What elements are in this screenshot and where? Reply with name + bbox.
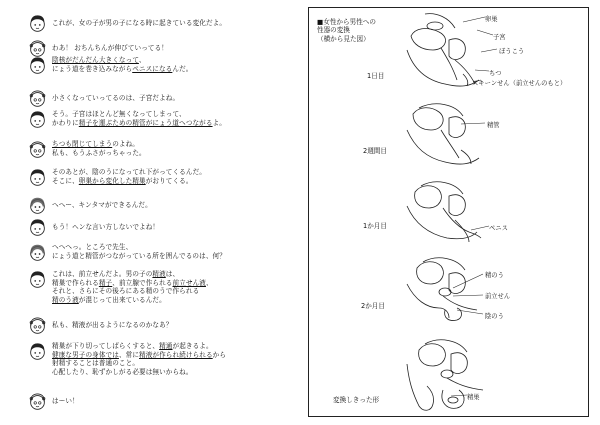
panel-title xyxy=(317,18,376,43)
text-segment: へへー、キンタマができるんだ。 xyxy=(52,201,152,209)
text-segment: 、 xyxy=(205,278,213,287)
girl-face-icon xyxy=(28,140,47,159)
label-ovary: 卵巣 xyxy=(485,16,498,23)
text-segment: それと、さらにその後ろにある精のうで作られる xyxy=(52,287,200,296)
text-segment: にょう道と精管がつながっている所を囲んでるのは、何？ xyxy=(52,251,226,260)
stage-2-diagram xyxy=(405,96,487,168)
stage-label-day1: 1日目 xyxy=(367,72,385,80)
text-segment: は、 xyxy=(165,270,180,278)
girl-face-icon xyxy=(28,316,47,335)
dialogue-line xyxy=(52,351,226,360)
stage-label-month1: 1か月目 xyxy=(363,222,387,230)
teacher-face-icon xyxy=(28,270,47,289)
label-penis: ペニス xyxy=(489,225,508,232)
dialogue-line xyxy=(52,65,192,74)
text-segment: が混じって出来ているんだ。 xyxy=(78,295,166,304)
text-segment: もう！ヘンな言い方しないでよね！ xyxy=(52,223,160,231)
underlined-text: 健康な男子の身体では xyxy=(52,350,119,359)
label-bladder: ぼうこう xyxy=(499,48,525,55)
dialogue-line xyxy=(52,44,168,53)
text-segment: 私も、精液が出るようになるのかなあ？ xyxy=(52,321,173,329)
dialogue-line xyxy=(52,110,186,119)
underlined-text: 卵巣から変化した精巣 xyxy=(78,176,146,185)
girl-face-icon xyxy=(28,243,47,262)
text-segment: かわりに xyxy=(52,118,79,127)
dialogue-line xyxy=(52,397,79,406)
text-segment: そう。子宮はほとんど無くなってしまって、 xyxy=(52,110,186,118)
dialogue-line xyxy=(52,296,166,305)
dialogue-line xyxy=(52,19,226,28)
dialogue-line xyxy=(52,342,213,351)
teacher-face-icon xyxy=(28,56,47,75)
label-testis: 精巣 xyxy=(467,394,480,401)
text-segment: 心配したり、恥ずかしがる必要は無いからね。 xyxy=(52,367,193,376)
underlined-text: 精通 xyxy=(159,342,173,350)
label-scrotum: 陰のう xyxy=(485,313,504,320)
text-segment: 、 xyxy=(138,56,146,64)
underlined-text: 精液 xyxy=(152,270,166,278)
label-vagina: ちつ xyxy=(489,70,502,77)
girl-face-icon xyxy=(28,392,47,411)
girl-face-icon xyxy=(28,89,47,108)
text-segment: わあ！ おちんちんが伸びていってる！ xyxy=(52,44,168,52)
text-segment: 、前立腺で作られる xyxy=(112,278,173,287)
panel-title-line: （横から見た図） xyxy=(317,34,370,43)
panel-title-line: 性器の変換 xyxy=(317,26,350,35)
dialogue-line xyxy=(52,368,193,377)
text-segment: これは、前立せんだよ。男の子の xyxy=(52,270,153,278)
text-segment: 精巣が下り切ってしばらくすると、 xyxy=(52,342,160,350)
dialogue-line xyxy=(52,177,193,186)
dialogue-line xyxy=(52,243,132,252)
text-segment: 私も、もうふさがっちゃった。 xyxy=(52,148,146,157)
dialogue-line xyxy=(52,252,226,261)
text-segment: 小さくなっていってるのは、子宮だよね。 xyxy=(52,94,180,102)
text-segment: んだ。 xyxy=(172,64,193,73)
underlined-text: 前立せん液 xyxy=(172,278,206,287)
teacher-face-icon xyxy=(28,342,47,361)
underlined-text: 陰核がだんだん大きくなって xyxy=(52,56,139,64)
underlined-text: 精のう液 xyxy=(52,295,79,304)
text-segment: が起きるよ。 xyxy=(172,342,213,350)
stage-label-week2: 2週間目 xyxy=(363,147,387,155)
dialogue-line xyxy=(52,168,206,177)
dialogue-line xyxy=(52,359,139,368)
stage-3-diagram xyxy=(405,172,487,244)
leader-lines-stage-1 xyxy=(459,14,499,84)
label-vas-deferens: 精管 xyxy=(487,122,500,129)
text-segment: 精巣で作られる xyxy=(52,278,99,287)
teacher-face-icon xyxy=(28,14,47,33)
underlined-text: 精液が作られ続けられる xyxy=(139,350,213,359)
text-segment: そこに、 xyxy=(52,176,79,185)
leader-line-stage-3 xyxy=(469,220,491,232)
leader-lines-stage-4 xyxy=(449,270,487,318)
transformation-diagram-panel xyxy=(308,7,589,417)
girl-face-icon xyxy=(28,196,47,215)
dialogue-line xyxy=(52,223,159,232)
text-segment: へへへっ。ところで先生、 xyxy=(52,243,133,251)
dialogue-line xyxy=(52,149,146,158)
label-skene-gland: スキーンせん（前立せんのもと） xyxy=(472,80,567,87)
text-segment: よ。 xyxy=(212,118,226,127)
label-seminal-vesicle: 精のう xyxy=(485,272,504,279)
dialogue-line xyxy=(52,279,213,288)
dialogue-line xyxy=(52,94,179,103)
label-uterus: 子宮 xyxy=(493,34,506,41)
text-segment: がおりてくる。 xyxy=(145,176,193,185)
dialogue-line xyxy=(52,321,173,330)
text-segment: にょう道を巻き込みながら xyxy=(52,64,133,73)
text-segment: のよね。 xyxy=(112,140,139,148)
leader-line-stage-2 xyxy=(459,118,489,128)
leader-line-stage-5 xyxy=(449,388,469,400)
text-segment: これが、女の子が男の子になる時に起きている変化だよ。 xyxy=(52,19,227,27)
dialogue-line xyxy=(52,201,152,210)
text-segment: 、常に xyxy=(118,350,140,359)
text-segment: から xyxy=(212,350,227,359)
dialogue-line xyxy=(52,270,179,279)
text-segment: はーい！ xyxy=(52,397,79,405)
text-segment: そのあとが、陰のうになってれ下がってくるんだ。 xyxy=(52,168,206,176)
dialogue-line xyxy=(52,140,139,149)
text-segment: 射精することは普通のこと。 xyxy=(52,359,140,368)
label-prostate: 前立せん xyxy=(485,293,511,300)
dialogue-line xyxy=(52,119,226,128)
underlined-text: ちつも閉じてしまう xyxy=(52,140,113,148)
underlined-text: 精子を運ぶための精管がにょう道へつながる xyxy=(78,118,213,127)
teacher-face-icon xyxy=(28,168,47,187)
underlined-text: 精子 xyxy=(98,278,113,287)
dialogue-line xyxy=(52,287,199,296)
stage-5-diagram xyxy=(405,330,487,414)
stage-label-month2: 2か月目 xyxy=(361,302,385,310)
teacher-face-icon xyxy=(28,218,47,237)
stage-label-final: 変換しきった形 xyxy=(333,396,380,404)
teacher-face-icon xyxy=(28,110,47,129)
underlined-text: ペニスになる xyxy=(132,64,173,73)
panel-title-line: ■女性から男性への xyxy=(317,18,376,26)
dialogue-line xyxy=(52,56,146,65)
